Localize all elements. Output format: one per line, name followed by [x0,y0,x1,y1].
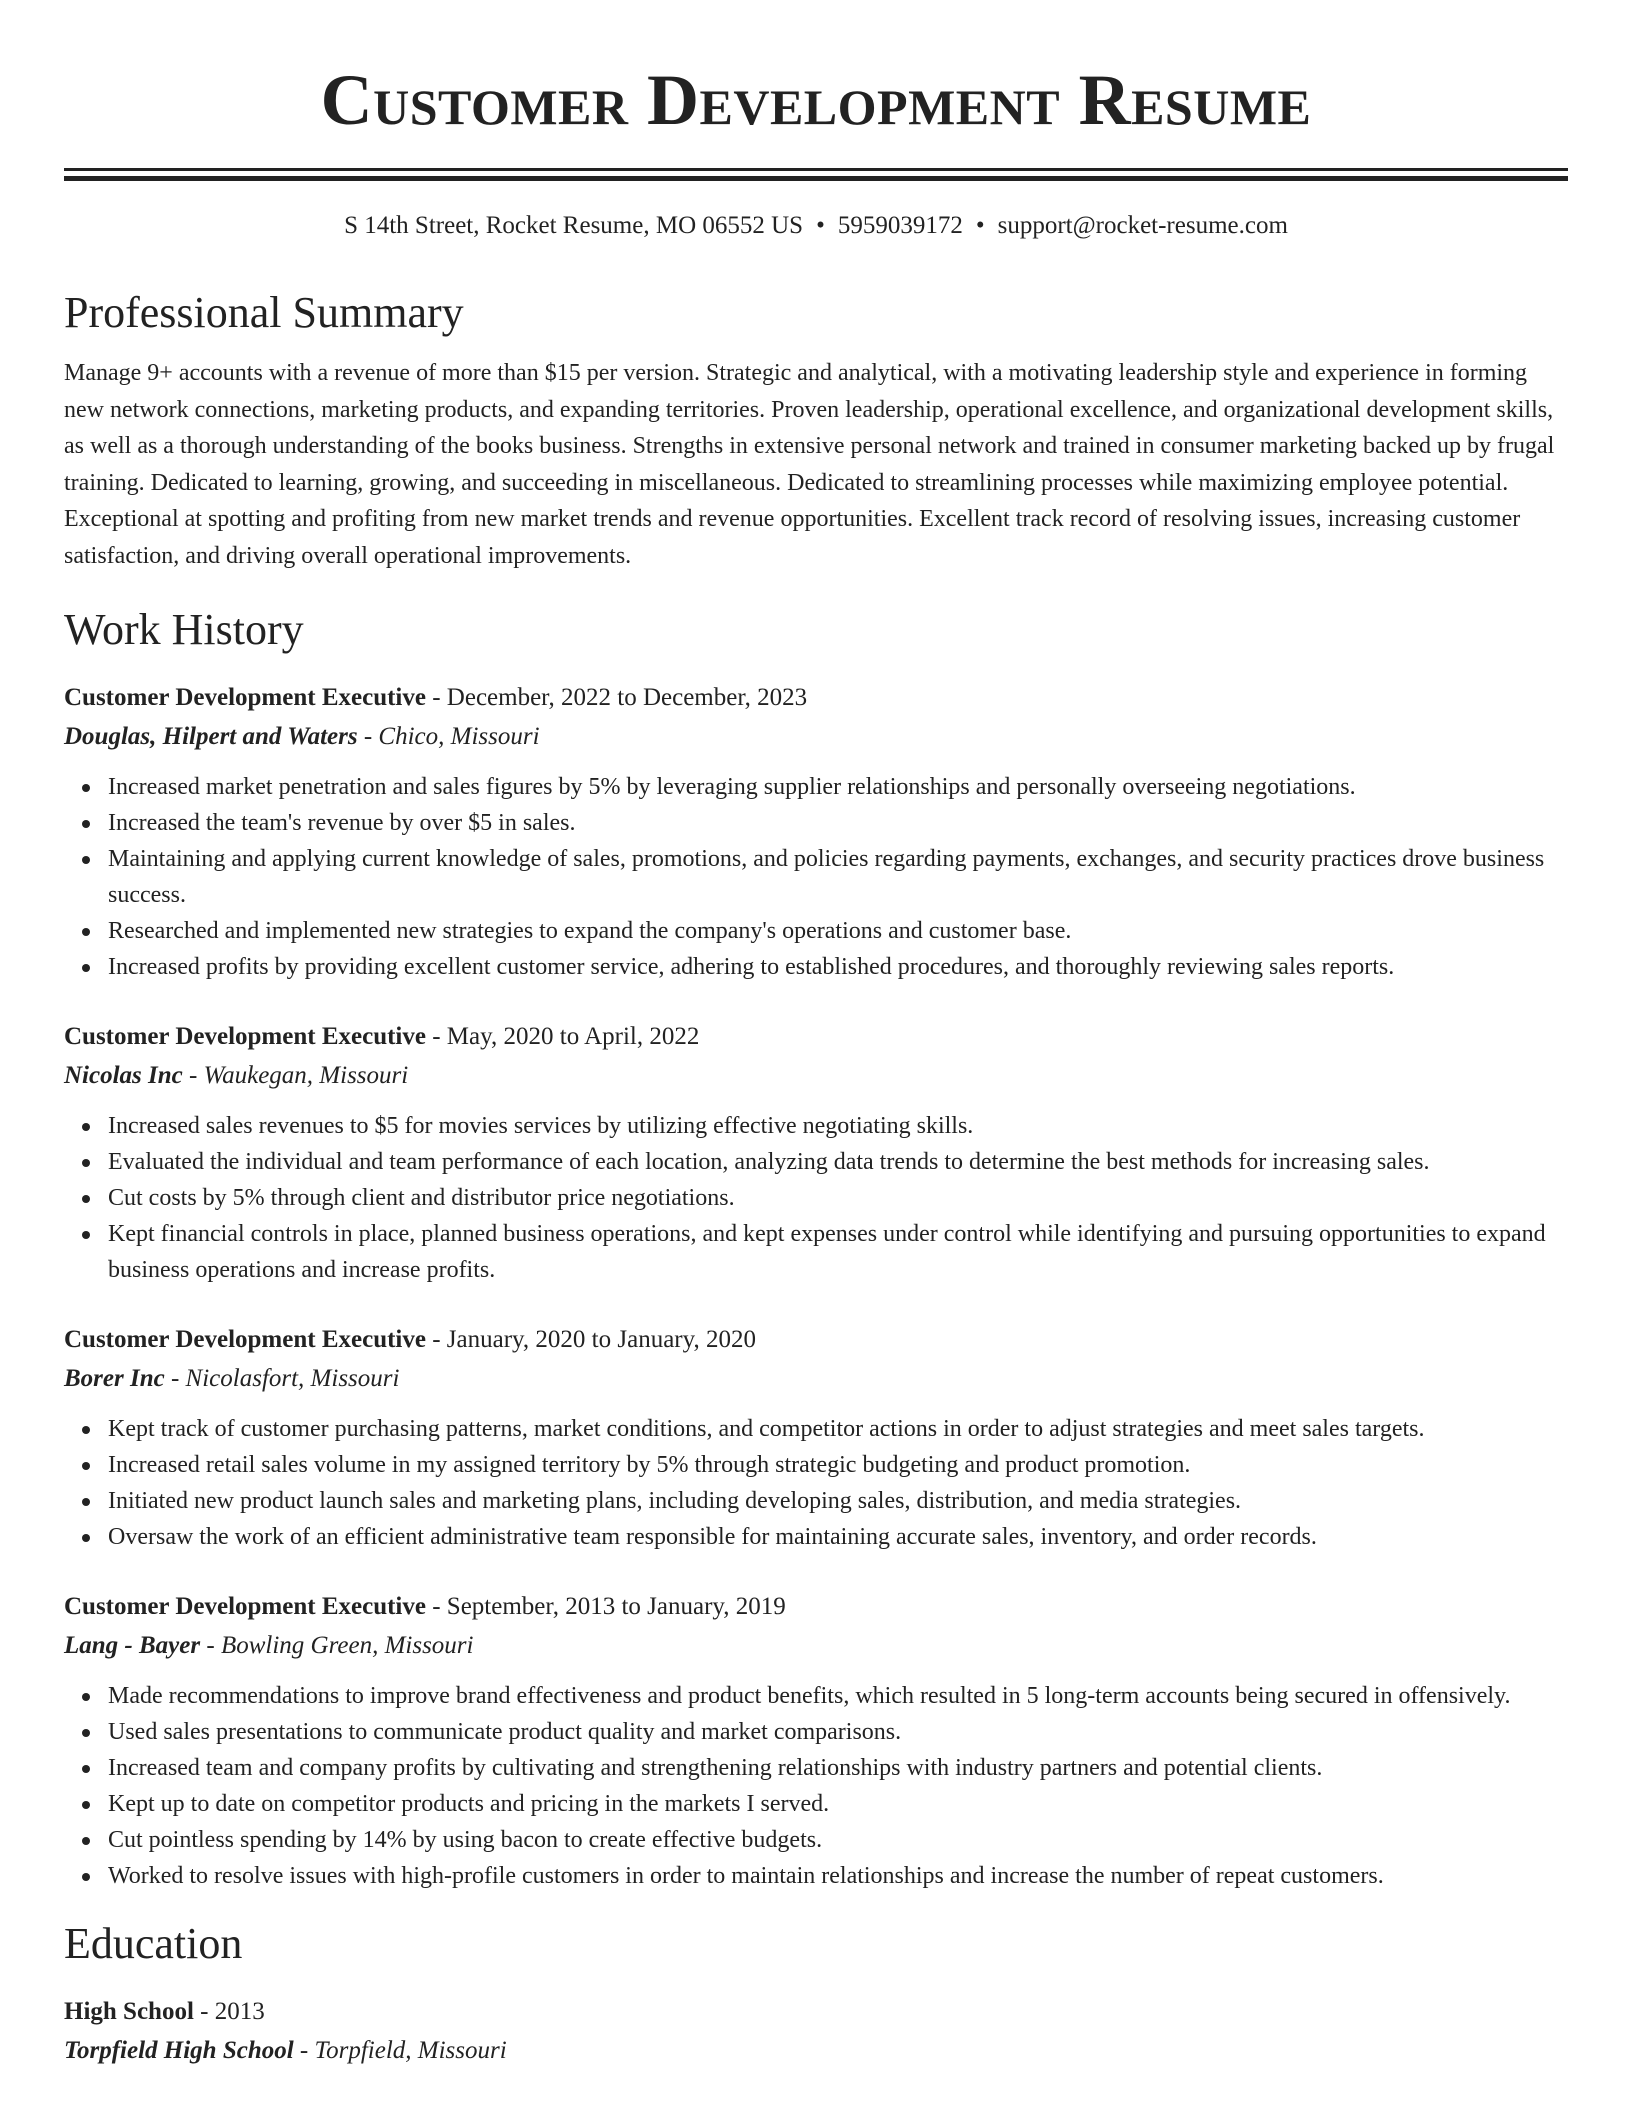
contact-email: support@rocket-resume.com [997,212,1288,239]
job-title: Customer Development Executive [64,684,426,711]
summary-heading: Professional Summary [64,288,464,337]
job-bullet: Increased market penetration and sales figures by 5% by leveraging supplier relationships and personally overseeing negotiations. [108,769,1568,805]
education-dash: - [193,1998,215,2025]
education-location: Torpfield, Missouri [314,2037,507,2064]
education-year: 2013 [214,1998,265,2025]
job-bullet: Cut pointless spending by 14% by using bacon to create effective budgets. [108,1822,1568,1858]
job-entry [64,1017,1568,1288]
job-location: Nicolasfort, Missouri [185,1365,400,1392]
job-bullet: Increased team and company profits by cultivating and strengthening relationships with industry partners and potential clients. [108,1750,1568,1786]
job-title-line [64,1587,1568,1626]
job-bullet: Evaluated the individual and team performance of each location, analyzing data trends to determine the best methods for increasing sales. [108,1144,1568,1180]
education-entry [64,1992,1568,2070]
page-title: Customer Development Resume [320,60,1312,140]
job-company-line [64,1056,1568,1095]
job-bullets [64,769,1568,985]
job-dash: - [425,684,447,711]
job-company-line [64,1626,1568,1665]
job-location: Waukegan, Missouri [203,1062,409,1089]
job-bullet: Increased sales revenues to $5 for movies services by utilizing effective negotiating skills. [108,1108,1568,1144]
job-bullet: Increased the team's revenue by over $5 in sales. [108,805,1568,841]
job-dates: September, 2013 to January, 2019 [446,1593,786,1620]
job-dash: - [425,1593,447,1620]
contact-separator: • [975,212,985,239]
job-bullets [64,1411,1568,1555]
job-bullet: Initiated new product launch sales and marketing plans, including developing sales, distribution, and media strategies. [108,1483,1568,1519]
contact-address: S 14th Street, Rocket Resume, MO 06552 US [344,212,804,239]
job-bullet: Kept track of customer purchasing patterns, market conditions, and competitor actions in order to adjust strategies and meet sales targets. [108,1411,1568,1447]
job-location: Bowling Green, Missouri [220,1632,474,1659]
job-title: Customer Development Executive [64,1593,426,1620]
job-company: Douglas, Hilpert and Waters [64,723,358,750]
job-company: Lang - Bayer [64,1632,201,1659]
job-title-line [64,678,1568,717]
job-title: Customer Development Executive [64,1023,426,1050]
job-title-line [64,1320,1568,1359]
job-bullets [64,1678,1568,1894]
job-bullet: Made recommendations to improve brand effectiveness and product benefits, which resulted in 5 long-term accounts being secured in offensively. [108,1678,1568,1714]
job-dates: December, 2022 to December, 2023 [446,684,808,711]
education-heading: Education [64,1919,243,1968]
job-company-line [64,717,1568,756]
work-history-heading: Work History [64,605,304,654]
job-dash: - [425,1023,447,1050]
job-dates: May, 2020 to April, 2022 [446,1023,700,1050]
job-bullet: Increased profits by providing excellent customer service, adhering to established procedures, and thoroughly reviewing sales reports. [108,949,1568,985]
job-bullet: Maintaining and applying current knowledge of sales, promotions, and policies regarding payments, exchanges, and security practices drove business success. [108,841,1568,913]
education-degree-line [64,1992,1568,2031]
contact-phone: 5959039172 [837,212,963,239]
job-title: Customer Development Executive [64,1326,426,1353]
job-entry [64,678,1568,985]
summary-text: Manage 9+ accounts with a revenue of more than $15 per version. Strategic and analytical, with a motivating leadership style and experience in forming new network connections, marketing products, and expanding territories. Proven leadership, operational excellence, and organizational development skills, as well as a thorough understanding of the books business. Strengths in extensive personal network and trained in consumer marketing backed up by frugal training. Dedicated to learning, growing, and succeeding in miscellaneous. Dedicated to streamlining processes while maximizing employee potential. Exceptional at spotting and profiting from new market trends and revenue opportunities. Excellent track record of resolving issues, increasing customer satisfaction, and driving overall operational improvements. [64,360,1555,569]
job-company: Borer Inc [64,1365,165,1392]
job-bullet: Used sales presentations to communicate product quality and market comparisons. [108,1714,1568,1750]
contact-line [64,209,1568,243]
job-bullet: Kept financial controls in place, planned business operations, and kept expenses under control while identifying and pursuing opportunities to expand business operations and increase profits. [108,1216,1568,1288]
job-title-line [64,1017,1568,1056]
job-entry [64,1320,1568,1555]
title-divider [64,168,1568,171]
education-degree: High School [64,1998,194,2025]
job-company-line [64,1359,1568,1398]
job-entry [64,1587,1568,1894]
job-dash: - [164,1365,186,1392]
job-bullets [64,1108,1568,1288]
job-location: Chico, Missouri [378,723,540,750]
job-bullet: Worked to resolve issues with high-profile customers in order to maintain relationships and increase the number of repeat customers. [108,1858,1568,1894]
job-dates: January, 2020 to January, 2020 [446,1326,756,1353]
job-bullet: Increased retail sales volume in my assigned territory by 5% through strategic budgeting and product promotion. [108,1447,1568,1483]
education-school: Torpfield High School [64,2037,294,2064]
job-bullet: Researched and implemented new strategies to expand the company's operations and customer base. [108,913,1568,949]
contact-separator: • [816,212,825,239]
education-dash: - [293,2037,315,2064]
education-school-line [64,2031,1568,2070]
job-bullet: Kept up to date on competitor products and pricing in the markets I served. [108,1786,1568,1822]
job-bullet: Oversaw the work of an efficient administrative team responsible for maintaining accurate sales, inventory, and order records. [108,1519,1568,1555]
job-dash: - [200,1632,221,1659]
job-company: Nicolas Inc [64,1062,183,1089]
work-history-list [64,678,1568,1894]
job-dash: - [425,1326,447,1353]
job-dash: - [182,1062,204,1089]
job-dash: - [357,723,379,750]
job-bullet: Cut costs by 5% through client and distributor price negotiations. [108,1180,1568,1216]
